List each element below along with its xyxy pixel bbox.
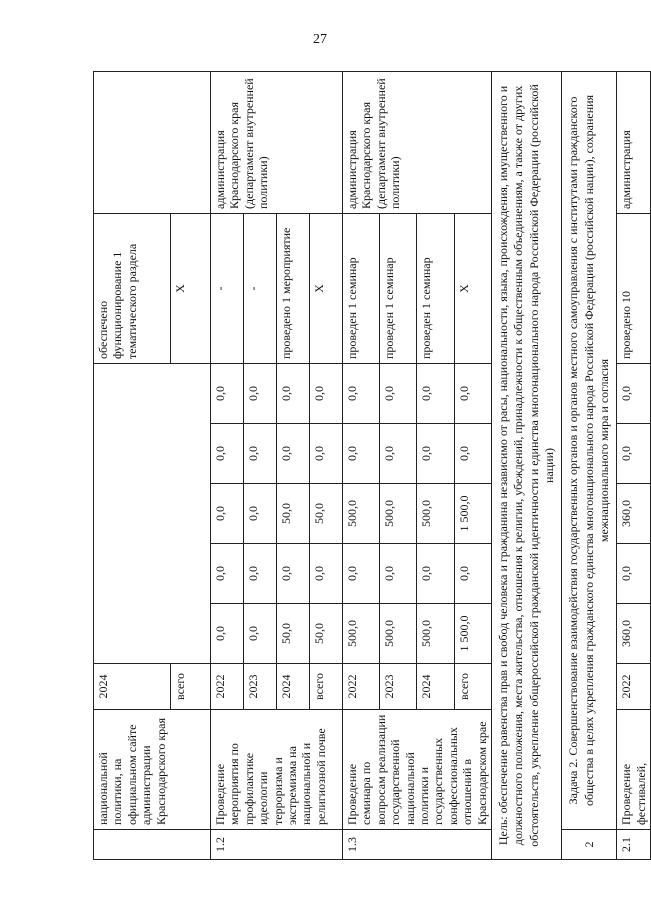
row-number: 2	[562, 830, 617, 860]
result-cell: проведен 1 семинар	[343, 213, 380, 363]
year-cell: 2023	[380, 664, 417, 710]
result-cell: проведено 10	[617, 213, 651, 363]
amount-cell: 0,0	[380, 544, 417, 604]
row-number: 1.3	[343, 830, 492, 860]
goal-text: Цель: обеспечение равенства прав и свобод человека и гражданина независимо от расы, национальности, языка, происхождения, имущественного и должностного положения, места жительства, отношения к религии, убеждений, принадлежности к общественным объединениям, а также от других обстоятельств, укрепление общероссийской гражданской идентичности и единства многонационального народа Российской Федерации (российской нации)	[491, 71, 561, 859]
result-cell: проведено 1 мероприятие	[277, 213, 310, 363]
amount-cell: 0,0	[244, 544, 277, 604]
amount-cell: 0,0	[380, 424, 417, 484]
amount-cell: 0,0	[244, 363, 277, 423]
table-row	[94, 71, 171, 859]
result-cell: Х	[310, 213, 343, 363]
year-cell: 2022	[211, 664, 244, 710]
result-cell: Х	[454, 213, 491, 363]
amount-cell: 0,0	[417, 544, 454, 604]
amount-cell: 0,0	[454, 544, 491, 604]
activity-name: Проведение мероприятия по профилактике идеологии терроризма и экстремизма на национальной и религиозной почве	[211, 710, 343, 830]
row-number: 2.1	[617, 830, 651, 860]
amount-total: 0,0	[244, 604, 277, 664]
result-cell: обеспечено функционирование 1 тематического раздела	[94, 213, 171, 363]
amount-cell: 0,0	[310, 424, 343, 484]
year-cell: всего	[171, 664, 211, 710]
amount-cell: 0,0	[417, 363, 454, 423]
executor-cell: администрация Краснодарского края (департамент внутренней политики)	[211, 71, 343, 213]
amount-cell: 1 500,0	[454, 484, 491, 544]
table-row	[617, 71, 651, 859]
amount-total: 360,0	[617, 604, 651, 664]
page-number: 27	[313, 32, 327, 47]
amount-total: 500,0	[417, 604, 454, 664]
amount-cell: 0,0	[211, 424, 244, 484]
amount-cell: 0,0	[417, 424, 454, 484]
year-cell: всего	[310, 664, 343, 710]
activity-name: Проведение семинара по вопросам реализации государственной национальной политики и государственных конфессиональных отношений в Краснодарском крае	[343, 710, 492, 830]
activity-name: национальной политики, на официальном сайте администрации Краснодарского края	[94, 710, 211, 830]
amount-cell: 0,0	[343, 544, 380, 604]
amount-cell: 50,0	[310, 484, 343, 544]
executor-cell: администрация	[617, 71, 651, 213]
amount-total: 50,0	[277, 604, 310, 664]
year-cell: 2023	[244, 664, 277, 710]
result-cell: -	[211, 213, 244, 363]
amount-cell: 0,0	[277, 544, 310, 604]
year-cell: 2024	[277, 664, 310, 710]
amount-cell: 0,0	[343, 424, 380, 484]
year-cell: 2022	[343, 664, 380, 710]
amount-cell: 500,0	[380, 484, 417, 544]
amount-cell: 0,0	[277, 363, 310, 423]
amount-cell: 0,0	[244, 424, 277, 484]
amount-cell: 0,0	[617, 544, 651, 604]
year-cell: 2024	[94, 664, 171, 710]
amount-cell: 0,0	[380, 363, 417, 423]
amount-cell: 360,0	[617, 484, 651, 544]
result-cell: проведен 1 семинар	[380, 213, 417, 363]
row-number: 1.2	[211, 830, 343, 860]
amount-cell: 0,0	[310, 363, 343, 423]
activity-name: Проведение фестивалей,	[617, 710, 651, 830]
table-row	[211, 71, 244, 859]
amount-total: 1 500,0	[454, 604, 491, 664]
amount-cell: 500,0	[343, 484, 380, 544]
task-text: Задача 2. Совершенствование взаимодействия государственных органов и органов местного самоуправления с институтами гражданского общества в целях укрепления гражданского единства многонационального народа Российской Федерации (российской нации), сохранения межнационального мира и согласия	[562, 71, 617, 829]
amount-cell: 500,0	[417, 484, 454, 544]
result-cell: Х	[171, 213, 211, 363]
amount-cell: 0,0	[454, 363, 491, 423]
table-row	[343, 71, 380, 859]
year-cell: всего	[454, 664, 491, 710]
result-cell: -	[244, 213, 277, 363]
amount-total: 500,0	[380, 604, 417, 664]
amount-cell: 0,0	[617, 424, 651, 484]
amount-cell: 0,0	[244, 484, 277, 544]
executor-cell: администрация Краснодарского края (департамент внутренней политики)	[343, 71, 492, 213]
amount-total: 50,0	[310, 604, 343, 664]
amount-cell: 0,0	[617, 363, 651, 423]
year-cell: 2022	[617, 664, 651, 710]
year-cell: 2024	[417, 664, 454, 710]
amount-cell: 0,0	[211, 363, 244, 423]
result-cell: проведен 1 семинар	[417, 213, 454, 363]
amount-cell: 0,0	[454, 424, 491, 484]
amount-cell: 0,0	[343, 363, 380, 423]
table-row	[491, 71, 561, 859]
program-activities-table	[93, 71, 651, 860]
amount-cell: 0,0	[211, 484, 244, 544]
amount-cell: 50,0	[277, 484, 310, 544]
amount-cell: 0,0	[211, 544, 244, 604]
amount-cell: 0,0	[310, 544, 343, 604]
amount-total: 500,0	[343, 604, 380, 664]
table-row	[562, 71, 617, 859]
amount-cell: 0,0	[277, 424, 310, 484]
amount-total: 0,0	[211, 604, 244, 664]
rotated-table-container	[93, 72, 648, 860]
